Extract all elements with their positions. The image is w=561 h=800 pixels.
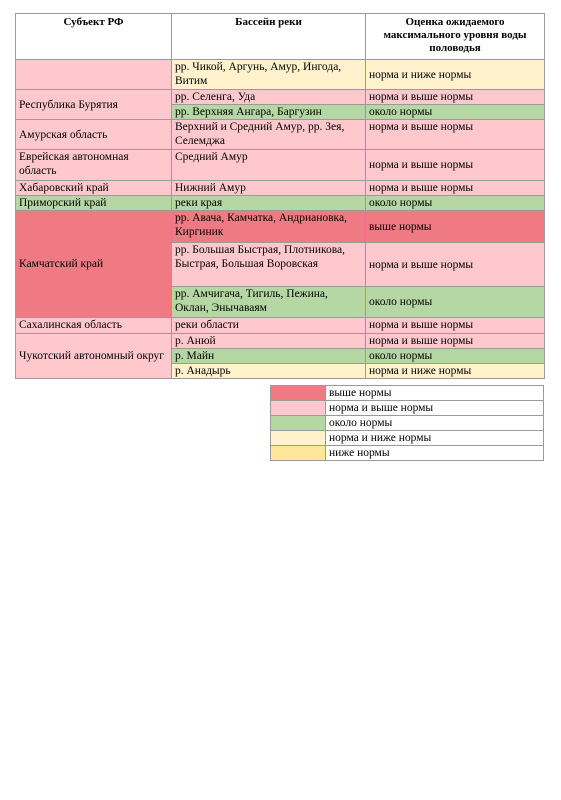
legend-row bbox=[271, 386, 544, 401]
table-row bbox=[16, 196, 545, 211]
header-basin: Бассейн реки bbox=[172, 14, 366, 60]
estimate-cell: около нормы bbox=[366, 196, 545, 211]
legend-swatch bbox=[271, 446, 326, 461]
legend-row bbox=[271, 401, 544, 416]
basin-cell: Верхний и Средний Амур, рр. Зея, Селемджа bbox=[172, 120, 366, 150]
table-row bbox=[16, 318, 545, 334]
header-estimate: Оценка ожидаемого максимального уровня воды половодья bbox=[366, 14, 545, 60]
legend-swatch bbox=[271, 416, 326, 431]
region-cell: Приморский край bbox=[16, 196, 172, 211]
table-header-row bbox=[16, 14, 545, 60]
basin-cell: р. Майн bbox=[172, 349, 366, 364]
region-cell: Хабаровский край bbox=[16, 181, 172, 196]
legend-row bbox=[271, 446, 544, 461]
estimate-cell: норма и выше нормы bbox=[366, 334, 545, 349]
basin-cell: реки края bbox=[172, 196, 366, 211]
legend-row bbox=[271, 416, 544, 431]
region-cell: Чукотский автономный округ bbox=[16, 334, 172, 379]
table-row bbox=[16, 90, 545, 105]
estimate-cell: норма и выше нормы bbox=[366, 318, 545, 334]
estimate-cell: норма и выше нормы bbox=[366, 120, 545, 150]
table-row bbox=[16, 211, 545, 243]
region-cell: Камчатский край bbox=[16, 211, 172, 318]
region-cell: Республика Бурятия bbox=[16, 90, 172, 120]
legend-swatch bbox=[271, 386, 326, 401]
estimate-cell: около нормы bbox=[366, 287, 545, 318]
estimate-cell: норма и ниже нормы bbox=[366, 60, 545, 90]
estimate-cell: около нормы bbox=[366, 349, 545, 364]
basin-cell: р. Анюй bbox=[172, 334, 366, 349]
basin-cell: рр. Большая Быстрая, Плотникова, Быстрая, Большая Воровская bbox=[172, 243, 366, 287]
basin-cell: Нижний Амур bbox=[172, 181, 366, 196]
legend-label: выше нормы bbox=[326, 386, 544, 401]
basin-cell: р. Анадырь bbox=[172, 364, 366, 379]
basin-cell: рр. Амчигача, Тигиль, Пежина, Оклан, Энычаваям bbox=[172, 287, 366, 318]
region-cell bbox=[16, 60, 172, 90]
estimate-cell: выше нормы bbox=[366, 211, 545, 243]
estimate-cell: норма и выше нормы bbox=[366, 181, 545, 196]
estimate-cell: норма и ниже нормы bbox=[366, 364, 545, 379]
legend-swatch bbox=[271, 401, 326, 416]
estimate-cell: норма и выше нормы bbox=[366, 150, 545, 181]
flood-forecast-table bbox=[15, 13, 545, 379]
table-row bbox=[16, 120, 545, 150]
estimate-cell: около нормы bbox=[366, 105, 545, 120]
legend-swatch bbox=[271, 431, 326, 446]
basin-cell: Средний Амур bbox=[172, 150, 366, 181]
region-cell: Амурская область bbox=[16, 120, 172, 150]
legend-label: норма и ниже нормы bbox=[326, 431, 544, 446]
estimate-cell: норма и выше нормы bbox=[366, 90, 545, 105]
header-region: Субъект РФ bbox=[16, 14, 172, 60]
legend-label: ниже нормы bbox=[326, 446, 544, 461]
table-row bbox=[16, 150, 545, 181]
basin-cell: рр. Верхняя Ангара, Баргузин bbox=[172, 105, 366, 120]
table-row bbox=[16, 334, 545, 349]
basin-cell: рр. Чикой, Аргунь, Амур, Ингода, Витим bbox=[172, 60, 366, 90]
legend-label: норма и выше нормы bbox=[326, 401, 544, 416]
basin-cell: рр. Авача, Камчатка, Андриановка, Киргиник bbox=[172, 211, 366, 243]
region-cell: Еврейская автономная область bbox=[16, 150, 172, 181]
estimate-cell: норма и выше нормы bbox=[366, 243, 545, 287]
table-row bbox=[16, 181, 545, 196]
color-legend bbox=[270, 385, 544, 461]
legend-label: около нормы bbox=[326, 416, 544, 431]
basin-cell: рр. Селенга, Уда bbox=[172, 90, 366, 105]
basin-cell: реки области bbox=[172, 318, 366, 334]
table-row bbox=[16, 60, 545, 90]
region-cell: Сахалинская область bbox=[16, 318, 172, 334]
legend-row bbox=[271, 431, 544, 446]
